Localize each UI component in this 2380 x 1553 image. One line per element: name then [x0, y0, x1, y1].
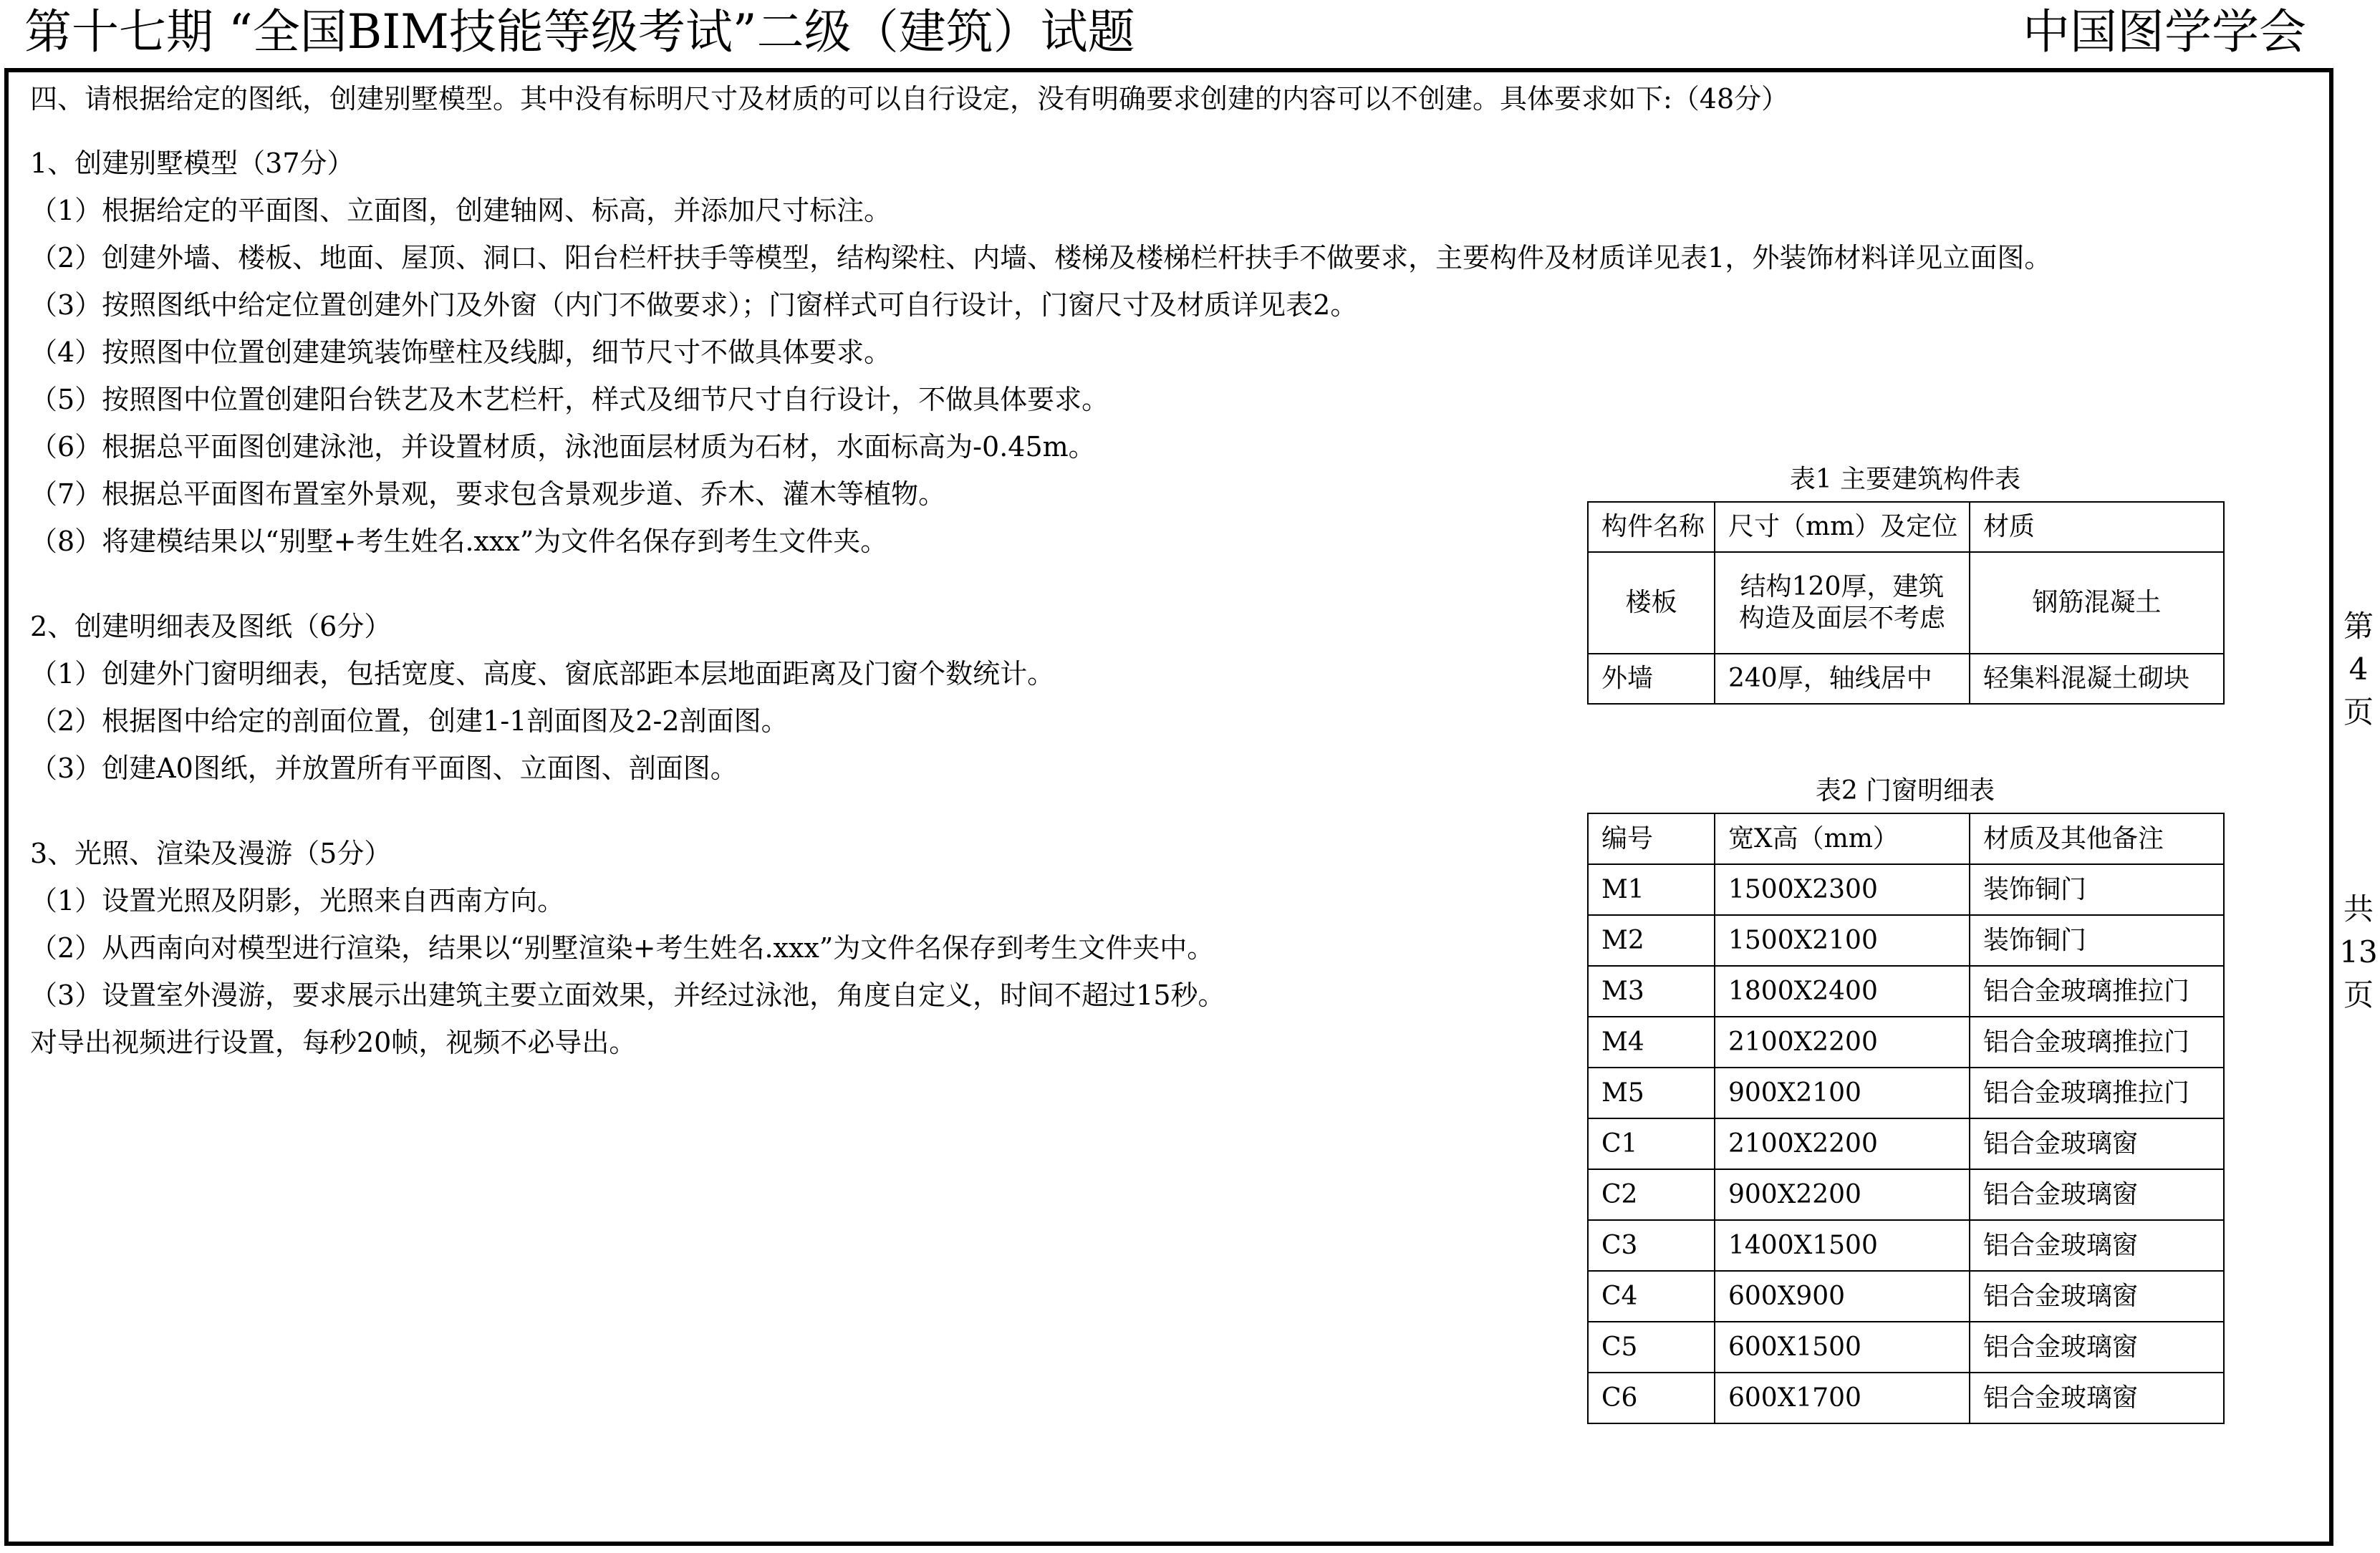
section1-item: （1）根据给定的平面图、立面图，创建轴网、标高，并添加尺寸标注。: [30, 195, 892, 226]
table-cell: 铝合金玻璃窗: [1970, 1373, 2224, 1423]
section1-item: （8）将建模结果以“别墅+考生姓名.xxx”为文件名保存到考生文件夹。: [30, 526, 888, 557]
organizer-name: 中国图学学会: [2023, 4, 2306, 59]
table-header-cell: 材质及其他备注: [1970, 813, 2224, 864]
table-cell: 铝合金玻璃推拉门: [1970, 966, 2224, 1017]
table-row: [1588, 1322, 2224, 1373]
section1-title: 1、创建别墅模型（37分）: [30, 147, 355, 179]
table-cell: 1800X2400: [1715, 966, 1970, 1017]
table-cell: 1500X2300: [1715, 864, 1970, 915]
table-cell: C3: [1588, 1220, 1715, 1271]
table2-caption: 表2 门窗明细表: [1815, 776, 1995, 805]
page-total-unit: 页: [2343, 977, 2374, 1012]
table-header-cell: 编号: [1588, 813, 1715, 864]
table-cell: 铝合金玻璃窗: [1970, 1169, 2224, 1220]
section1-item: （5）按照图中位置创建阳台铁艺及木艺栏杆，样式及细节尺寸自行设计，不做具体要求。: [30, 384, 1109, 415]
section3-title: 3、光照、渲染及漫游（5分）: [30, 838, 392, 869]
page-current-unit: 页: [2343, 695, 2374, 730]
table-cell: 1400X1500: [1715, 1220, 1970, 1271]
table-cell: C6: [1588, 1373, 1715, 1423]
table-cell: 600X900: [1715, 1271, 1970, 1322]
page-current-number: 4: [2348, 652, 2369, 687]
table-cell: 结构120厚，建筑构造及面层不考虑: [1715, 552, 1970, 654]
section3-item: （3）设置室外漫游，要求展示出建筑主要立面效果，并经过泳池，角度自定义，时间不超过15秒。: [30, 979, 1225, 1011]
section1-item: （6）根据总平面图创建泳池，并设置材质，泳池面层材质为石材，水面标高为-0.45m。: [30, 431, 1096, 463]
table-cell: 装饰铜门: [1970, 864, 2224, 915]
table-cell: C5: [1588, 1322, 1715, 1373]
section3-item: （2）从西南向对模型进行渲染，结果以“别墅渲染+考生姓名.xxx”为文件名保存到考生文件夹中。: [30, 932, 1215, 964]
table-cell: 铝合金玻璃推拉门: [1970, 1017, 2224, 1068]
table-header-cell: 构件名称: [1588, 502, 1715, 552]
table-row: [1588, 1373, 2224, 1423]
table-cell: C4: [1588, 1271, 1715, 1322]
table-row: [1588, 1169, 2224, 1220]
table-cell: 铝合金玻璃推拉门: [1970, 1068, 2224, 1118]
table-row: [1588, 864, 2224, 915]
table-header-cell: 宽X高（mm）: [1715, 813, 1970, 864]
exam-title: 第十七期 “全国BIM技能等级考试”二级（建筑）试题: [24, 4, 1135, 59]
page-total-label: 共: [2343, 891, 2374, 927]
door-window-table: [1587, 813, 2225, 1424]
table-cell: 2100X2200: [1715, 1017, 1970, 1068]
question-intro: 四、请根据给定的图纸，创建别墅模型。其中没有标明尺寸及材质的可以自行设定，没有明确要求创建的内容可以不创建。具体要求如下:（48分）: [30, 83, 1789, 115]
table-row: [1588, 654, 2224, 704]
page-current-label: 第: [2343, 609, 2374, 644]
table-cell: 600X1500: [1715, 1322, 1970, 1373]
table-cell: 楼板: [1588, 552, 1715, 654]
table-cell: 240厚，轴线居中: [1715, 654, 1970, 704]
table-cell: M3: [1588, 966, 1715, 1017]
table-cell: 1500X2100: [1715, 915, 1970, 966]
table-cell: 外墙: [1588, 654, 1715, 704]
table-cell: 轻集料混凝土砌块: [1970, 654, 2224, 704]
table-row: [1588, 1220, 2224, 1271]
table-cell: 900X2100: [1715, 1068, 1970, 1118]
table1-caption: 表1 主要建筑构件表: [1789, 465, 2021, 494]
table-row: [1588, 552, 2224, 654]
section3-item: （1）设置光照及阴影，光照来自西南方向。: [30, 885, 565, 916]
table-row: [1588, 1271, 2224, 1322]
table-cell: C2: [1588, 1169, 1715, 1220]
table-header-cell: 尺寸（mm）及定位: [1715, 502, 1970, 552]
table-row: [1588, 1068, 2224, 1118]
table-cell: 铝合金玻璃窗: [1970, 1118, 2224, 1169]
table-cell: 900X2200: [1715, 1169, 1970, 1220]
section1-item: （2）创建外墙、楼板、地面、屋顶、洞口、阳台栏杆扶手等模型，结构梁柱、内墙、楼梯及楼梯栏杆扶手不做要求，主要构件及材质详见表1，外装饰材料详见立面图。: [30, 242, 2052, 274]
table-cell: M5: [1588, 1068, 1715, 1118]
section2-item: （1）创建外门窗明细表，包括宽度、高度、窗底部距本层地面距离及门窗个数统计。: [30, 658, 1055, 690]
table-cell: 2100X2200: [1715, 1118, 1970, 1169]
table-row: [1588, 1118, 2224, 1169]
table-cell: M1: [1588, 864, 1715, 915]
table-row: [1588, 1017, 2224, 1068]
table-cell: M2: [1588, 915, 1715, 966]
table-row: [1588, 915, 2224, 966]
table-cell: 钢筋混凝土: [1970, 552, 2224, 654]
table-cell: M4: [1588, 1017, 1715, 1068]
table-cell: C1: [1588, 1118, 1715, 1169]
section2-item: （3）创建A0图纸，并放置所有平面图、立面图、剖面图。: [30, 753, 738, 784]
components-table: [1587, 501, 2225, 705]
table-cell: 铝合金玻璃窗: [1970, 1271, 2224, 1322]
section1-item: （7）根据总平面图布置室外景观，要求包含景观步道、乔木、灌木等植物。: [30, 478, 946, 510]
table-cell: 600X1700: [1715, 1373, 1970, 1423]
table-header-row: [1588, 813, 2224, 864]
table-header-cell: 材质: [1970, 502, 2224, 552]
table-row: [1588, 966, 2224, 1017]
page-total-number: 13: [2339, 934, 2378, 969]
section1-item: （4）按照图中位置创建建筑装饰壁柱及线脚，细节尺寸不做具体要求。: [30, 337, 892, 368]
table-cell: 铝合金玻璃窗: [1970, 1220, 2224, 1271]
section2-item: （2）根据图中给定的剖面位置，创建1-1剖面图及2-2剖面图。: [30, 705, 789, 737]
table-header-row: [1588, 502, 2224, 552]
table-cell: 装饰铜门: [1970, 915, 2224, 966]
section1-item: （3）按照图纸中给定位置创建外门及外窗（内门不做要求）；门窗样式可自行设计，门窗尺寸及材质详见表2。: [30, 289, 1358, 321]
section2-title: 2、创建明细表及图纸（6分）: [30, 611, 392, 642]
section3-item: 对导出视频进行设置，每秒20帧，视频不必导出。: [30, 1027, 637, 1058]
table-cell: 铝合金玻璃窗: [1970, 1322, 2224, 1373]
